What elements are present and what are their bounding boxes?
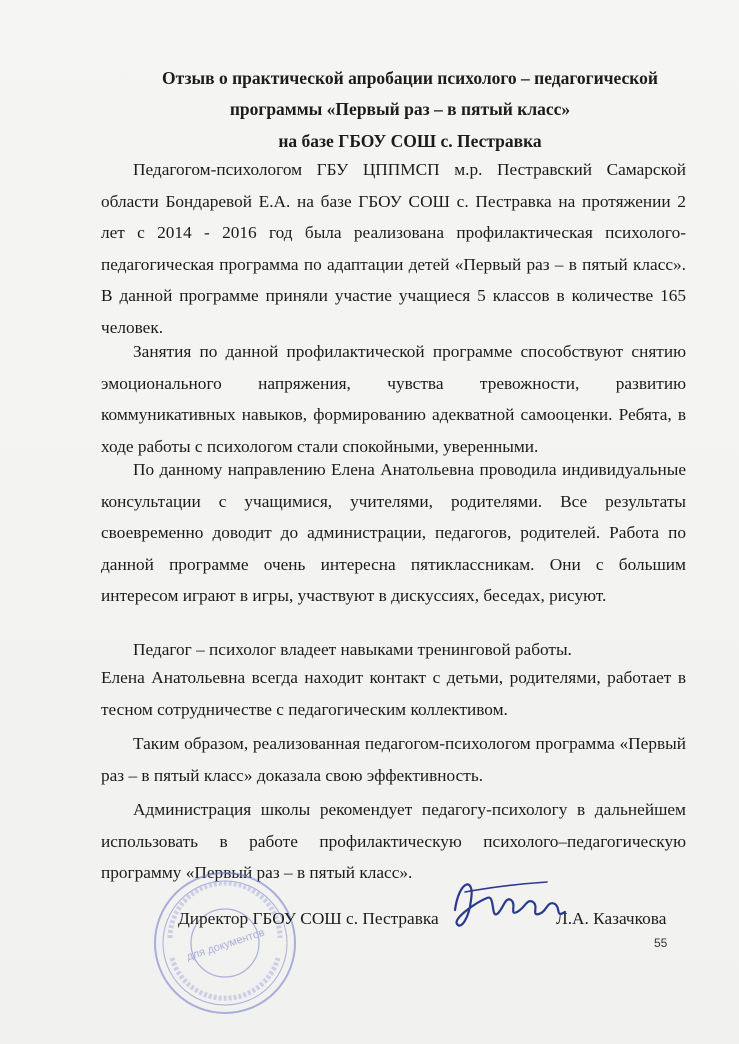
director-name: Л.А. Казачкова bbox=[556, 909, 667, 928]
document-title-line-3: на базе ГБОУ СОШ с. Пестравка bbox=[278, 131, 542, 151]
handwritten-signature bbox=[447, 870, 572, 940]
paragraph-program-intro: Педагогом-психологом ГБУ ЦППМСП м.р. Пестравский Самарской области Бондаревой Е.А. на базе ГБОУ СОШ с. Пестравка на протяжении 2 лет с 2014 - 2016 год была реализована профилактическая психолого-педагогическая программа по адаптации детей «Первый раз – в пятый класс». В данной программе приняли участие учащиеся 5 классов в количестве 165 человек. bbox=[101, 160, 686, 337]
paragraph-cooperation: Елена Анатольевна всегда находит контакт с детьми, родителями, работает в тесном сотрудничестве с педагогическим коллективом. bbox=[101, 668, 686, 719]
paragraph-lessons-effect: Занятия по данной профилактической программе способствуют снятию эмоционального напряжения, чувства тревожности, развитию коммуникативных навыков, формированию адекватной самооценки. Ребята, в ходе работы с психологом стали спокойными, уверенными. bbox=[101, 342, 686, 456]
stamp-text: для документов bbox=[185, 926, 267, 964]
director-title: Директор ГБОУ СОШ с. Пестравка bbox=[178, 909, 439, 928]
document-title-line-2: программы «Первый раз – в пятый класс» bbox=[229, 99, 571, 119]
official-stamp bbox=[150, 868, 300, 1018]
paragraph-consultations: По данному направлению Елена Анатольевна проводила индивидуальные консультации с учащимися, учителями, родителями. Все результаты своевременно доводит до администрации, педагогов, родителей. Работа по данной программе очень интересна пятиклассникам. Они с большим интересом играют в игры, участвуют в дискуссиях, беседах, рисуют. bbox=[101, 460, 686, 605]
page-number: 55 bbox=[654, 936, 668, 950]
document-title-line-1: Отзыв о практической апробации психолого – педагогической bbox=[162, 68, 658, 88]
paragraph-conclusion: Таким образом, реализованная педагогом-психологом программа «Первый раз – в пятый класс» доказала свою эффективность. bbox=[101, 734, 686, 785]
paragraph-recommendation: Администрация школы рекомендует педагогу-психологу в дальнейшем использовать в работе профилактическую психолого–педагогическую программу «Первый раз – в пятый класс». bbox=[101, 800, 686, 882]
paragraph-training-skills: Педагог – психолог владеет навыками тренинговой работы. bbox=[133, 640, 572, 659]
